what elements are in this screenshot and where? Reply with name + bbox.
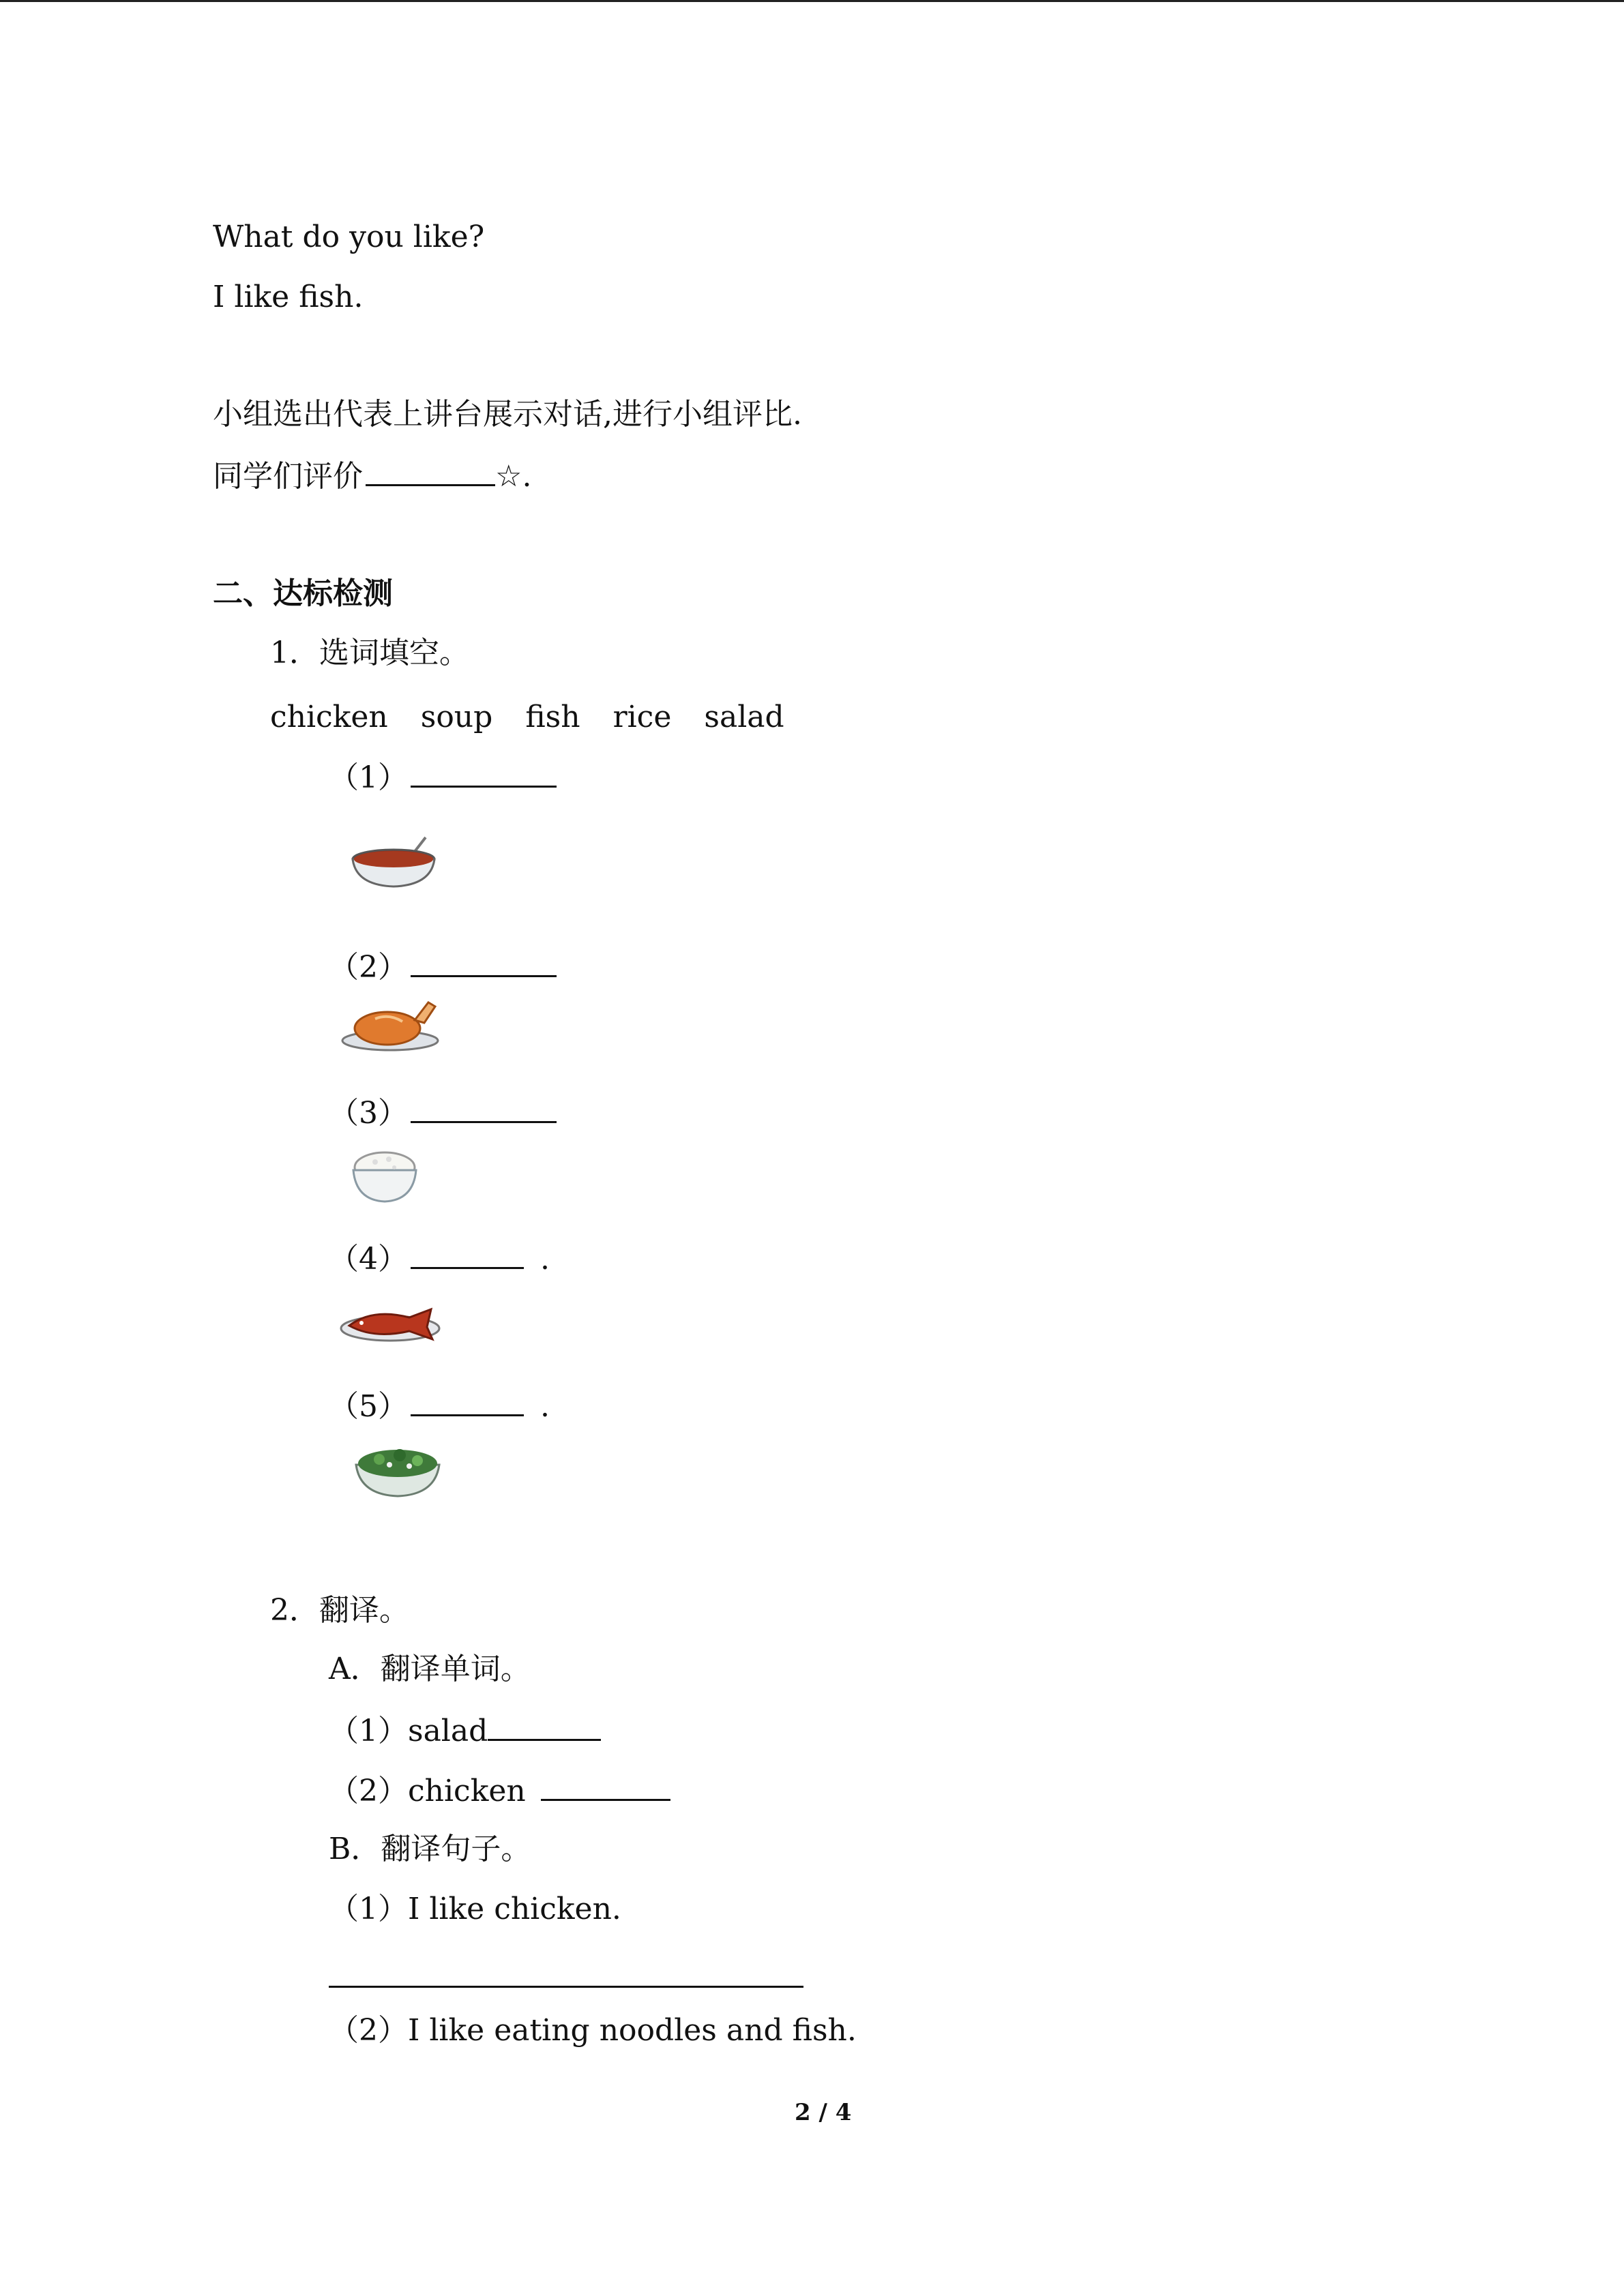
q2-title: 2．翻译。 — [270, 1593, 409, 1628]
answer-blank[interactable] — [411, 948, 557, 977]
item-label: （2） — [329, 950, 408, 985]
q1-item-3 — [329, 1094, 557, 1132]
q2-part-a-title: A．翻译单词。 — [329, 1652, 531, 1686]
evaluation-blank[interactable] — [366, 457, 495, 486]
peer-evaluation-label: 同学们评价 — [213, 459, 363, 494]
word-bank — [270, 700, 817, 736]
item-label: （5） — [329, 1389, 408, 1424]
q1-item-4 — [329, 1240, 550, 1278]
word-prompt: （1）salad — [329, 1714, 488, 1748]
answer-blank[interactable] — [411, 1387, 524, 1416]
q2-part-b-item-1: （1）I like chicken. — [329, 1892, 621, 1926]
soup-bowl-icon — [349, 832, 438, 891]
answer-blank[interactable] — [411, 758, 557, 788]
page-number: 2 / 4 — [795, 2099, 852, 2126]
item-period: . — [540, 1389, 550, 1424]
page-top-border — [0, 0, 1624, 2]
q2-part-a-item-2 — [329, 1772, 670, 1810]
item-label: （1） — [329, 760, 408, 795]
q1-title: 1．选词填空。 — [270, 636, 469, 670]
word-soup: soup — [420, 700, 493, 734]
peer-evaluation — [213, 457, 531, 495]
word-chicken: chicken — [270, 700, 388, 734]
dialog-question: What do you like? — [213, 220, 485, 254]
rice-bowl-icon — [349, 1147, 420, 1204]
item-period: . — [540, 1242, 550, 1277]
salad-bowl-icon — [352, 1443, 443, 1497]
q2-part-b-title: B．翻译句子。 — [329, 1832, 531, 1866]
word-fish: fish — [525, 700, 580, 734]
answer-blank[interactable] — [541, 1772, 670, 1801]
star-suffix: ☆. — [495, 459, 532, 494]
q1-item-5 — [329, 1387, 550, 1425]
section-heading: 二、达标检测 — [213, 576, 393, 611]
word-rice: rice — [612, 700, 672, 734]
q2-part-a-item-1 — [329, 1712, 601, 1750]
word-salad: salad — [704, 700, 784, 734]
q1-item-1 — [329, 758, 557, 796]
answer-blank[interactable] — [488, 1712, 601, 1741]
sentence-answer-line[interactable] — [329, 1986, 803, 1988]
roast-chicken-icon — [341, 994, 443, 1056]
dialog-answer: I like fish. — [213, 280, 364, 314]
q1-item-2 — [329, 948, 557, 986]
word-prompt: （2）chicken — [329, 1774, 526, 1808]
fish-plate-icon — [338, 1300, 442, 1347]
answer-blank[interactable] — [411, 1240, 524, 1269]
q2-part-b-item-2: （2）I like eating noodles and fish. — [329, 2013, 857, 2048]
group-instruction: 小组选出代表上讲台展示对话,进行小组评比. — [213, 397, 802, 432]
answer-blank[interactable] — [411, 1094, 557, 1123]
item-label: （4） — [329, 1242, 408, 1277]
item-label: （3） — [329, 1096, 408, 1131]
